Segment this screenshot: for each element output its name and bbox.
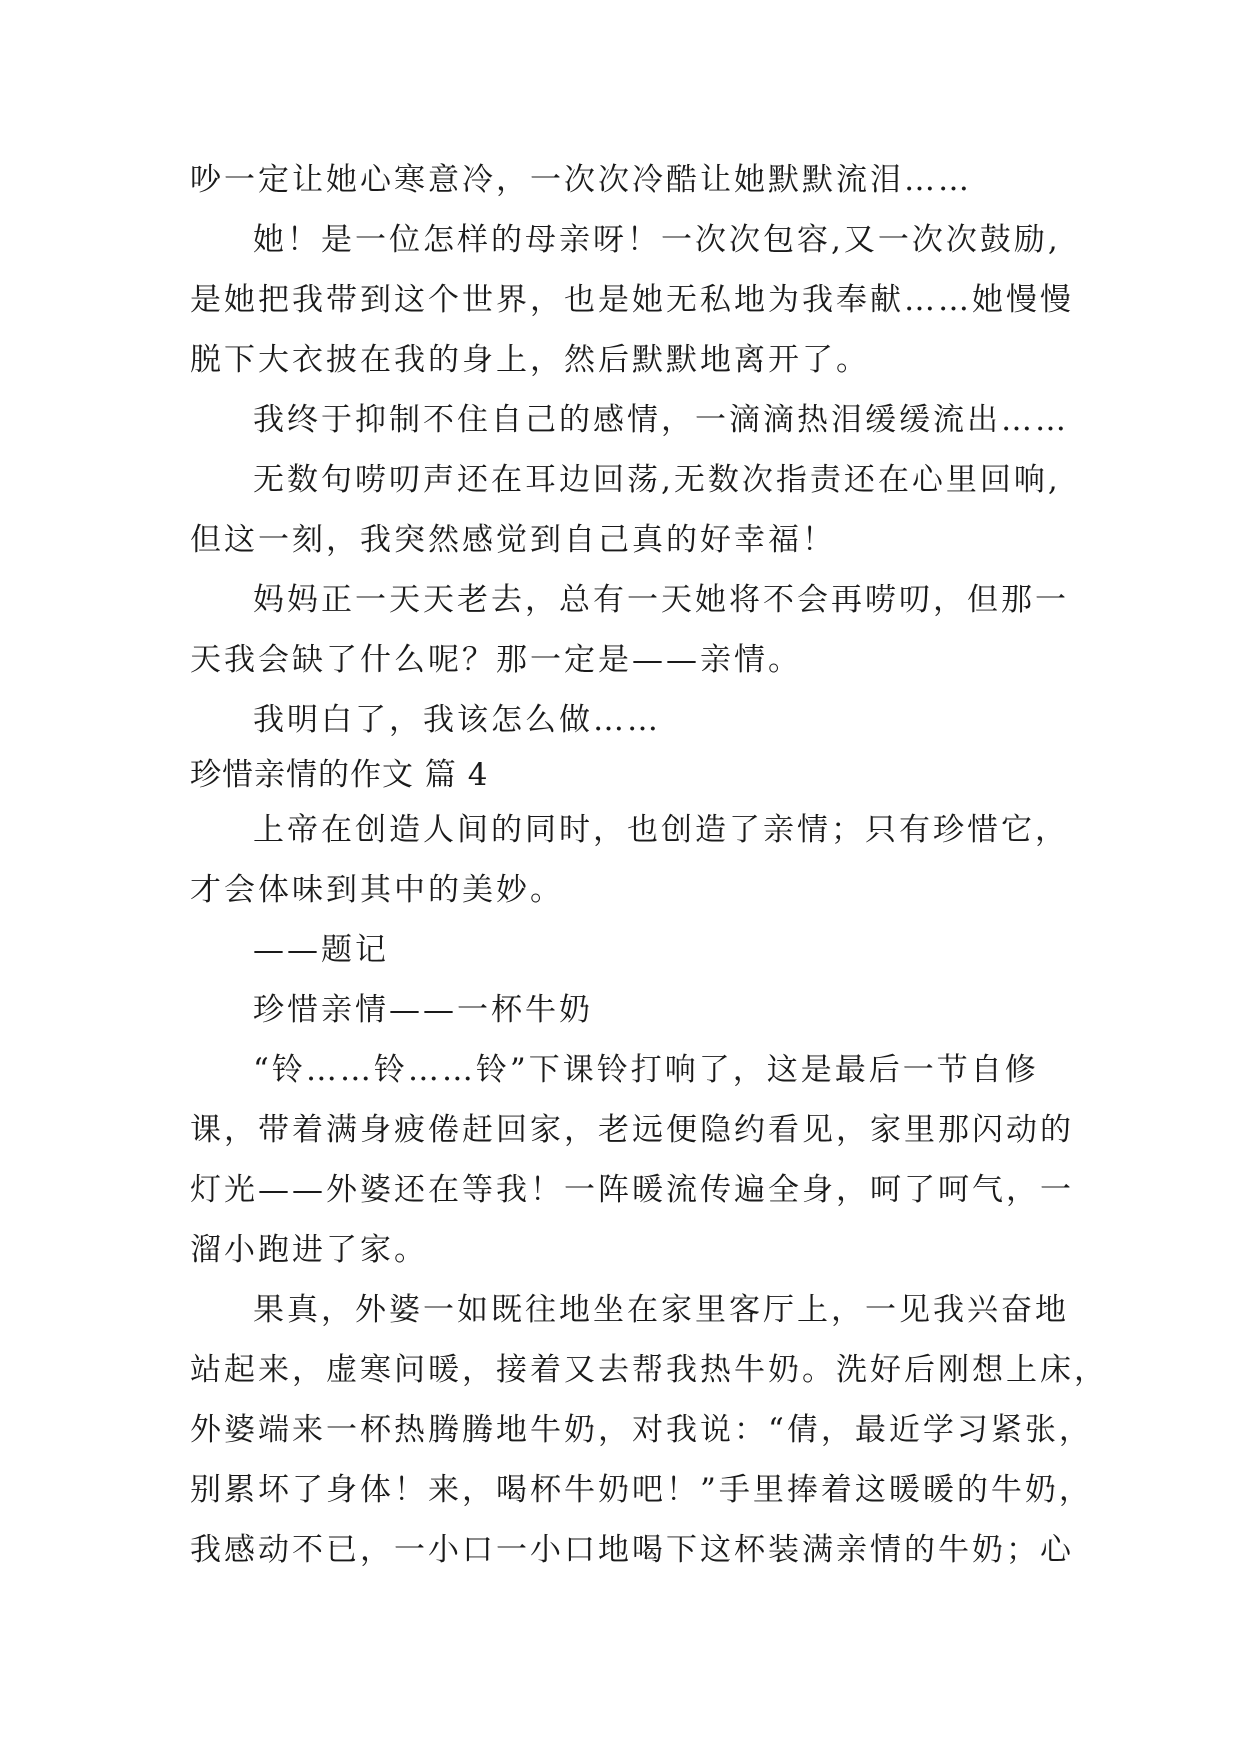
subtitle: 珍惜亲情——一杯牛奶 [253, 992, 593, 1028]
text-line: 脱下大衣披在我的身上，然后默默地离开了。 [190, 342, 870, 378]
text-line: 妈妈正一天天老去，总有一天她将不会再唠叨，但那一 [253, 582, 1069, 618]
text-line: 但这一刻，我突然感觉到自己真的好幸福！ [190, 522, 836, 558]
text-line: 站起来，虚寒问暖，接着又去帮我热牛奶。洗好后刚想上床， [190, 1352, 1108, 1388]
text-line: 吵一定让她心寒意冷，一次次冷酷让她默默流泪…… [190, 162, 972, 198]
text-line: 上帝在创造人间的同时，也创造了亲情；只有珍惜它， [253, 812, 1069, 848]
text-line: 我终于抑制不住自己的感情，一滴滴热泪缓缓流出…… [253, 402, 1069, 438]
text-line: 天我会缺了什么呢？那一定是——亲情。 [190, 642, 802, 678]
text-line: 别累坏了身体！来，喝杯牛奶吧！”手里捧着这暖暖的牛奶， [190, 1472, 1093, 1508]
text-line: 我明白了，我该怎么做…… [253, 702, 661, 738]
text-line: 灯光——外婆还在等我！一阵暖流传遍全身，呵了呵气，一 [190, 1172, 1074, 1208]
text-line: 她！是一位怎样的母亲呀！一次次包容,又一次次鼓励, [253, 222, 1061, 258]
text-line: 我感动不已，一小口一小口地喝下这杯装满亲情的牛奶；心 [190, 1532, 1074, 1568]
text-line: 果真，外婆一如既往地坐在家里客厅上，一见我兴奋地 [253, 1292, 1069, 1328]
section-heading: 珍惜亲情的作文 篇 4 [190, 757, 489, 793]
epigraph-attribution: ——题记 [253, 932, 389, 968]
text-line: 外婆端来一杯热腾腾地牛奶，对我说：“倩，最近学习紧张， [190, 1412, 1093, 1448]
text-line: 是她把我带到这个世界，也是她无私地为我奉献……她慢慢 [190, 282, 1074, 318]
text-line: 无数句唠叨声还在耳边回荡,无数次指责还在心里回响, [253, 462, 1061, 498]
text-line: 才会体味到其中的美妙。 [190, 872, 564, 908]
text-line: 溜小跑进了家。 [190, 1232, 428, 1268]
text-line: 课，带着满身疲倦赶回家，老远便隐约看见，家里那闪动的 [190, 1112, 1074, 1148]
text-line: “铃……铃……铃”下课铃打响了，这是最后一节自修 [253, 1052, 1039, 1088]
